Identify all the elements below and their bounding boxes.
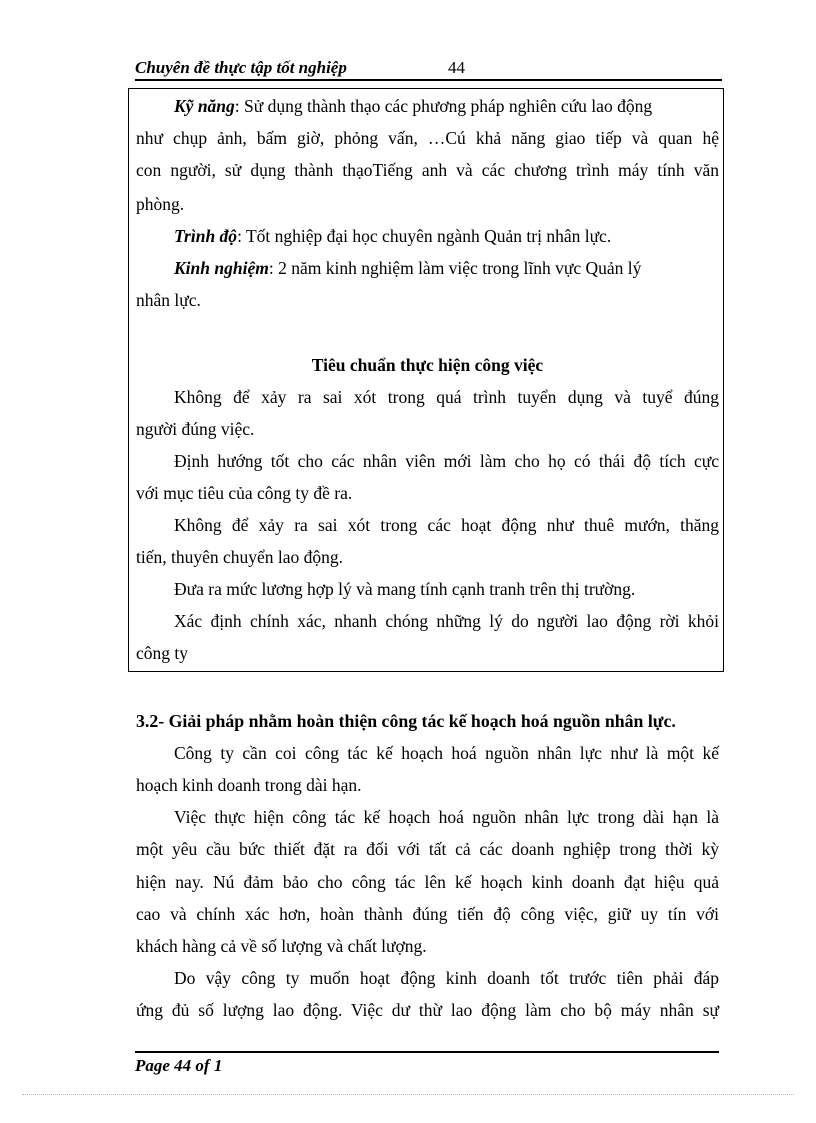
standard-3-line2: tiến, thuyên chuyển lao động.	[136, 547, 344, 567]
para3-line2: ứng đủ số lượng lao động. Việc dư thừ lao động làm cho bộ máy nhân sự	[136, 1000, 719, 1020]
experience-line1: : 2 năm kinh nghiệm làm việc trong lĩnh vực Quản lý	[268, 258, 642, 278]
para1-line1: Công ty cần coi công tác kế hoạch hoá nguồn nhân lực như là một kế	[174, 743, 719, 763]
level-label: Trình độ	[174, 226, 238, 246]
standard-5-line1: Xác định chính xác, nhanh chóng những lý do người lao động rời khỏi	[174, 611, 719, 631]
standard-2-line2: với mục tiêu của công ty đề ra.	[136, 483, 353, 503]
standard-1-line1: Không để xảy ra sai xót trong quá trình tuyển dụng và tuyể đúng	[174, 387, 719, 407]
section-heading: 3.2- Giải pháp nhằm hoàn thiện công tác kế hoạch hoá nguồn nhân lực.	[136, 711, 676, 731]
page-header	[135, 57, 722, 81]
para2-line1: Việc thực hiện công tác kế hoạch hoá nguồn nhân lực trong dài hạn là	[174, 807, 719, 827]
standard-3-line1: Không để xảy ra sai xót trong các hoạt động như thuê mướn, thăng	[174, 515, 719, 535]
para2-line5: khách hàng cả về số lượng và chất lượng.	[136, 936, 427, 956]
para2-line4: cao và chính xác hơn, hoàn thành đúng tiến độ công việc, giữ uy tín với	[136, 904, 719, 924]
footer-page-label: Page 44 of 1	[135, 1056, 223, 1075]
skills-line2: như chụp ảnh, bấm giờ, phỏng vấn, …Cú khả năng giao tiếp và quan hệ	[136, 128, 719, 148]
standard-2-line1: Định hướng tốt cho các nhân viên mới làm cho họ có thái độ tích cực	[174, 451, 719, 471]
header-title: Chuyên đề thực tập tốt nghiệp	[135, 58, 347, 77]
skills-line4: phòng.	[136, 194, 185, 214]
skills-line1: : Sử dụng thành thạo các phương pháp nghiên cứu lao động	[234, 96, 653, 116]
standard-5-line2: công ty	[136, 643, 189, 663]
skills-line3: con người, sử dụng thành thạoTiếng anh và các chương trình máy tính văn	[136, 160, 719, 180]
footer-rule	[135, 1051, 719, 1053]
level-paragraph	[174, 225, 611, 247]
experience-label: Kinh nghiệm	[174, 258, 269, 278]
para3-line1: Do vậy công ty muốn hoạt động kinh doanh tốt trước tiên phải đáp	[174, 968, 719, 988]
para2-line2: một yêu cầu bức thiết đặt ra đối với tất cả các doanh nghiệp trong thời kỳ	[136, 839, 719, 859]
skills-paragraph	[174, 95, 719, 117]
skills-label: Kỹ năng	[174, 96, 235, 116]
experience-line2: nhân lực.	[136, 290, 201, 310]
para1-line2: hoạch kinh doanh trong dài hạn.	[136, 775, 362, 795]
standard-1-line2: người đúng việc.	[136, 419, 255, 439]
header-page-number: 44	[448, 58, 465, 77]
page-bottom-dotted-rule	[22, 1094, 794, 1095]
experience-paragraph	[174, 257, 719, 279]
para2-line3: hiện nay. Nú đảm bảo cho công tác lên kế hoạch kinh doanh đạt hiệu quả	[136, 872, 719, 892]
standards-heading: Tiêu chuẩn thực hiện công việc	[311, 355, 544, 375]
level-text: : Tốt nghiệp đại học chuyên ngành Quản trị nhân lực.	[237, 226, 612, 246]
standard-4: Đưa ra mức lương hợp lý và mang tính cạnh tranh trên thị trường.	[174, 579, 636, 599]
